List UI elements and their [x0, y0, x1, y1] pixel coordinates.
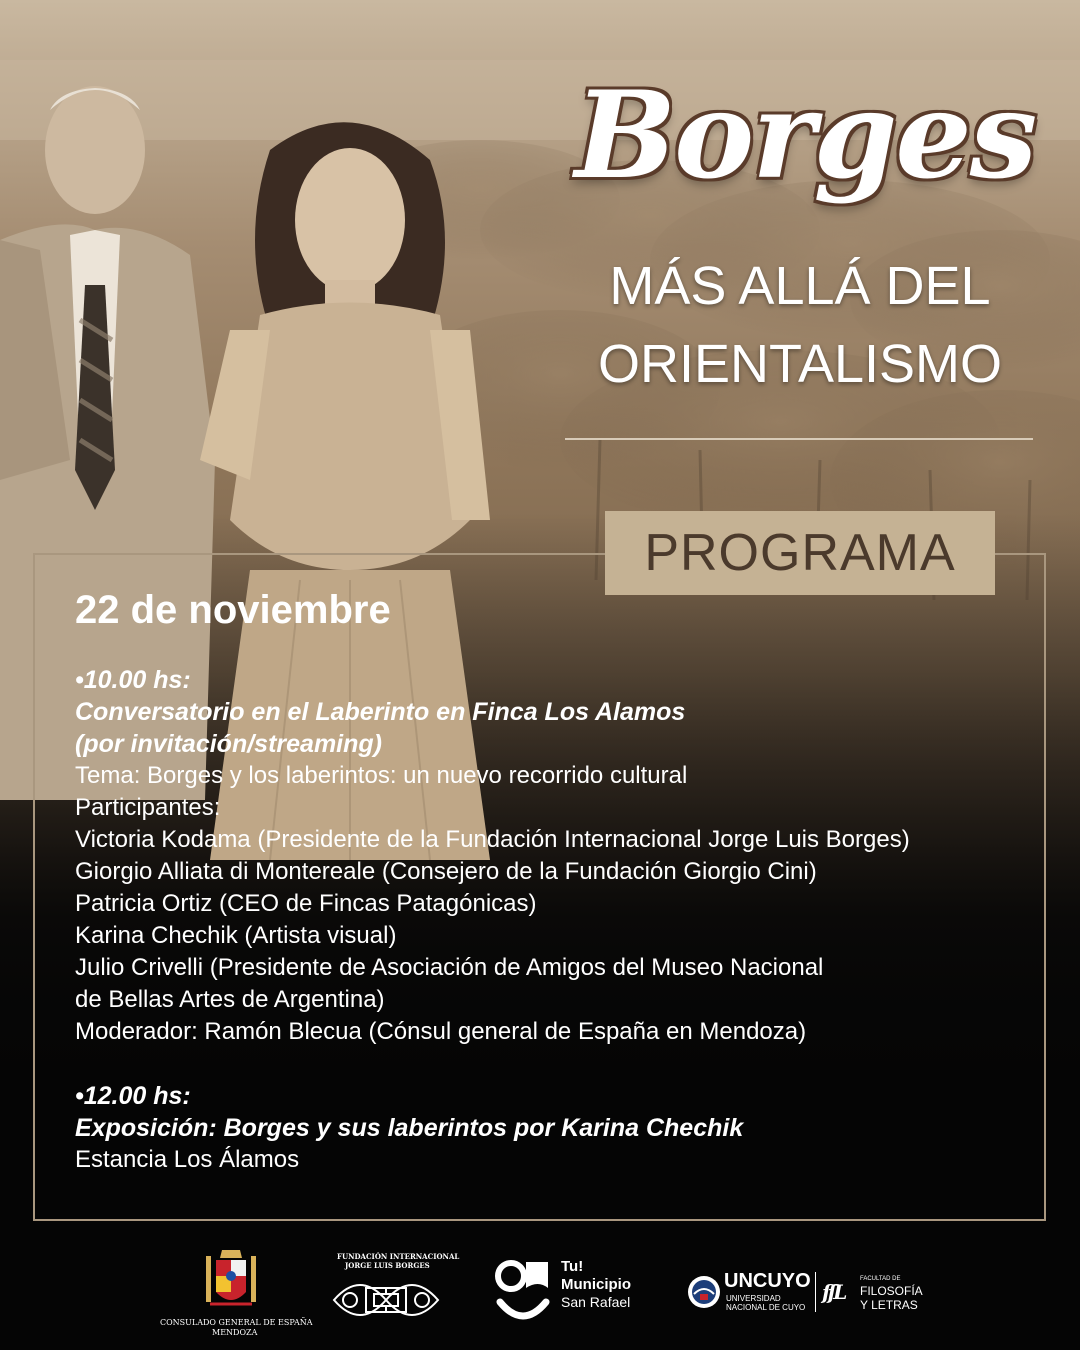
- moderator: Moderador: Ramón Blecua (Cónsul general de España en Mendoza): [75, 1018, 807, 1045]
- event-1-title-line-1: Conversatorio en el Laberinto en Finca Los Alamos: [75, 698, 686, 726]
- title: Borges: [574, 65, 1036, 206]
- ffyl-label-1: FACULTAD DE: [860, 1276, 901, 1282]
- logo-separator: [815, 1272, 816, 1312]
- event-1-time: •10.00 hs:: [75, 666, 191, 694]
- subtitle-line-2: ORIENTALISMO: [597, 334, 1003, 394]
- event-1: [75, 664, 1035, 1048]
- ffyl-monogram-icon: ſſL: [822, 1280, 845, 1304]
- participants-label: Participantes:: [75, 794, 221, 821]
- municipio-label-3: San Rafael: [561, 1294, 631, 1310]
- participant-item: Victoria Kodama (Presidente de la Fundación Internacional Jorge Luis Borges): [75, 826, 910, 853]
- event-1-topic: Tema: Borges y los laberintos: un nuevo recorrido cultural: [75, 762, 688, 789]
- participant-item: Karina Chechik (Artista visual): [75, 922, 397, 949]
- consulado-city: MENDOZA: [212, 1328, 258, 1337]
- consulado-label: CONSULADO GENERAL DE ESPAÑA: [160, 1318, 313, 1327]
- participant-item: Julio Crivelli (Presidente de Asociación de Amigos del Museo Nacional: [75, 954, 824, 981]
- divider: [565, 438, 1033, 440]
- municipio-label-1: Tu!: [561, 1258, 584, 1275]
- sponsor-logos: [0, 1240, 1080, 1350]
- fundacion-label-2: JORGE LUIS BORGES: [345, 1261, 430, 1270]
- uncuyo-seal-icon: [686, 1274, 722, 1310]
- uncuyo-sub-1: UNIVERSIDAD: [726, 1294, 781, 1303]
- ffyl-label-3: Y LETRAS: [860, 1298, 918, 1312]
- event-2: [75, 1080, 1035, 1176]
- uncuyo-sub-2: NACIONAL DE CUYO: [726, 1303, 806, 1312]
- programa-badge: PROGRAMA: [605, 511, 995, 595]
- spain-coat-of-arms-icon: [200, 1246, 262, 1318]
- event-2-place: Estancia Los Álamos: [75, 1146, 300, 1173]
- event-2-time: •12.00 hs:: [75, 1082, 191, 1110]
- participant-item: Patricia Ortiz (CEO de Fincas Patagónicas): [75, 890, 537, 917]
- municipio-label-2: Municipio: [561, 1276, 631, 1293]
- participant-item: Giorgio Alliata di Montereale (Consejero de la Fundación Giorgio Cini): [75, 858, 817, 885]
- fundacion-label-1: FUNDACIÓN INTERNACIONAL: [337, 1252, 460, 1261]
- municipio-icon: [494, 1258, 552, 1328]
- event-2-title: Exposición: Borges y sus laberintos por Karina Chechik: [75, 1114, 744, 1142]
- event-date: 22 de noviembre: [75, 588, 391, 632]
- uncuyo-label: UNCUYO: [724, 1270, 811, 1292]
- ffyl-label-2: FILOSOFÍA: [860, 1284, 923, 1298]
- event-1-title-line-2: (por invitación/streaming): [75, 730, 382, 758]
- participant-item: de Bellas Artes de Argentina): [75, 986, 385, 1013]
- labyrinth-icon: [330, 1270, 442, 1330]
- subtitle-line-1: MÁS ALLÁ DEL: [609, 256, 991, 316]
